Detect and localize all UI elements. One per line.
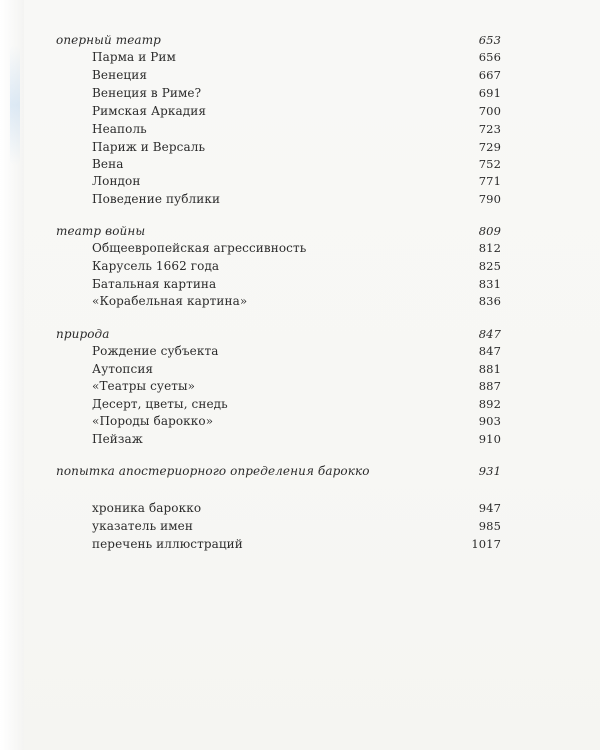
toc-item-title: Общеевропейская агрессивность [92,241,307,255]
toc-item [0,172,600,190]
toc-page-number: 903 [478,414,501,428]
toc-item-title: Батальная картина [92,277,217,291]
toc-item [0,120,600,138]
toc-item [0,412,600,430]
toc-page-number: 847 [478,344,501,358]
toc-page-number: 881 [478,362,501,376]
toc-item-title: Венеция в Риме? [92,86,202,100]
toc-page-number: 653 [478,33,501,47]
toc-item-title: «Породы барокко» [92,414,214,428]
toc-section-definition [0,462,600,480]
toc-item-title: «Театры суеты» [92,379,196,393]
toc-appendix-item [0,499,600,517]
toc-item-title: Неаполь [92,122,147,136]
toc-section-title: оперный театр [56,33,161,47]
toc-section-title: театр войны [56,224,146,238]
toc-page-number: 752 [478,157,501,171]
toc-section-opera [0,31,600,49]
toc-item [0,342,600,360]
toc-page-number: 931 [478,464,501,478]
toc-item-title: перечень иллюстраций [92,537,243,551]
toc-page-number: 723 [478,122,501,136]
toc-item-title: «Корабельная картина» [92,294,248,308]
toc-page-number: 790 [478,192,501,206]
toc-page-number: 729 [478,140,501,154]
toc-section-nature [0,325,600,343]
toc-page-number: 985 [478,519,501,533]
toc-item-title: хроника барокко [92,501,202,515]
toc-item [0,360,600,378]
toc-item-title: Пейзаж [92,432,143,446]
toc-item [0,292,600,310]
toc-page-number: 809 [478,224,501,238]
toc-page-number: 887 [478,379,501,393]
toc-page-number: 812 [478,241,501,255]
toc-item [0,377,600,395]
toc-item-title: Карусель 1662 года [92,259,220,273]
toc-item-title: Поведение публики [92,192,221,206]
toc-item-title: указатель имен [92,519,193,533]
toc-item [0,430,600,448]
toc-item [0,84,600,102]
toc-page-number: 1017 [471,537,501,551]
toc-appendix-item [0,535,600,553]
toc-item-title: Венеция [92,68,148,82]
toc-page-number: 656 [478,50,501,64]
toc-item [0,66,600,84]
toc-item [0,155,600,173]
toc-item [0,102,600,120]
toc-item-title: Париж и Версаль [92,140,206,154]
toc-item-title: Рождение субъекта [92,344,219,358]
toc-item-title: Десерт, цветы, снедь [92,397,228,411]
toc-item-title: Лондон [92,174,141,188]
toc-item [0,239,600,257]
toc-page-number: 771 [478,174,501,188]
toc-section-title: природа [56,327,110,341]
toc-item-title: Римская Аркадия [92,104,207,118]
toc-page-number: 847 [478,327,501,341]
toc-page-number: 836 [478,294,501,308]
toc-section-war [0,222,600,240]
toc-item [0,190,600,208]
toc-appendix-item [0,517,600,535]
toc-item [0,48,600,66]
toc-item-title: Аутопсия [92,362,154,376]
toc-page-number: 910 [478,432,501,446]
toc-page-number: 825 [478,259,501,273]
toc-item [0,138,600,156]
toc-page-number: 667 [478,68,501,82]
toc-page-number: 831 [478,277,501,291]
toc-item [0,275,600,293]
toc-page-number: 947 [478,501,501,515]
toc-section-title: попытка апостериорного определения барокко [56,464,370,478]
toc-item [0,395,600,413]
toc-page-number: 691 [478,86,501,100]
toc-item [0,257,600,275]
toc-page-number: 700 [478,104,501,118]
toc-item-title: Вена [92,157,124,171]
toc-item-title: Парма и Рим [92,50,176,64]
toc-page-number: 892 [478,397,501,411]
